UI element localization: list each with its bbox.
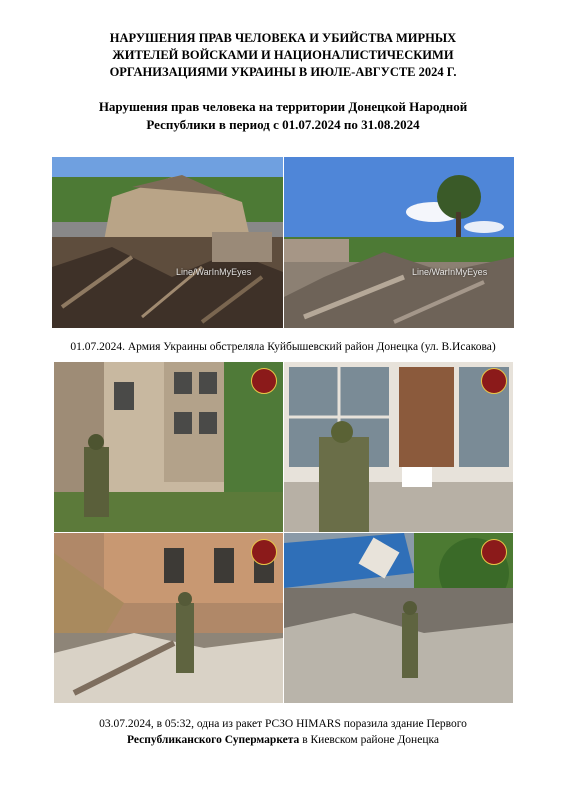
photo-destroyed-house-2 — [284, 157, 514, 328]
subtitle-line-2: Республики в период с 01.07.2024 по 31.08.2024 — [146, 117, 420, 132]
title-line-1: НАРУШЕНИЯ ПРАВ ЧЕЛОВЕКА И УБИЙСТВА МИРНЫХ — [109, 31, 457, 45]
title-line-3: ОРГАНИЗАЦИЯМИ УКРАИНЫ В ИЮЛЕ-АВГУСТЕ 2024 Г. — [109, 65, 457, 79]
document-title — [40, 30, 526, 81]
photo-supermarket-ruins-1 — [54, 533, 283, 703]
photo-destroyed-house-1 — [52, 157, 283, 328]
document-subtitle — [40, 98, 526, 134]
photo-watermark: Line/WarInMyEyes — [176, 267, 252, 277]
photo-storefront-soldier — [284, 362, 513, 532]
caption-line-1: 03.07.2024, в 05:32, одна из ракет РСЗО HIMARS поразила здание Первого — [99, 718, 467, 730]
photo-watermark: Line/WarInMyEyes — [412, 267, 488, 277]
emblem-icon — [251, 368, 277, 394]
caption-text: 01.07.2024. Армия Украины обстреляла Куйбышевский район Донецка (ул. В.Исакова) — [70, 341, 496, 353]
title-line-2: ЖИТЕЛЕЙ ВОЙСКАМИ И НАЦИОНАЛИСТИЧЕСКИМИ — [112, 48, 454, 62]
caption-highlight: Республиканского Супермаркета — [127, 734, 300, 746]
emblem-icon — [481, 539, 507, 565]
caption-rest: в Киевском районе Донецка — [299, 734, 439, 746]
subtitle-line-1: Нарушения прав человека на территории Донецкой Народной — [98, 99, 468, 114]
caption-photo-rows-2-3 — [0, 716, 566, 748]
caption-line-2 — [0, 732, 566, 748]
photo-apartment-soldier — [54, 362, 283, 532]
emblem-icon — [481, 368, 507, 394]
caption-photo-row-1 — [0, 339, 566, 355]
emblem-icon — [251, 539, 277, 565]
photo-supermarket-ruins-2 — [284, 533, 513, 703]
